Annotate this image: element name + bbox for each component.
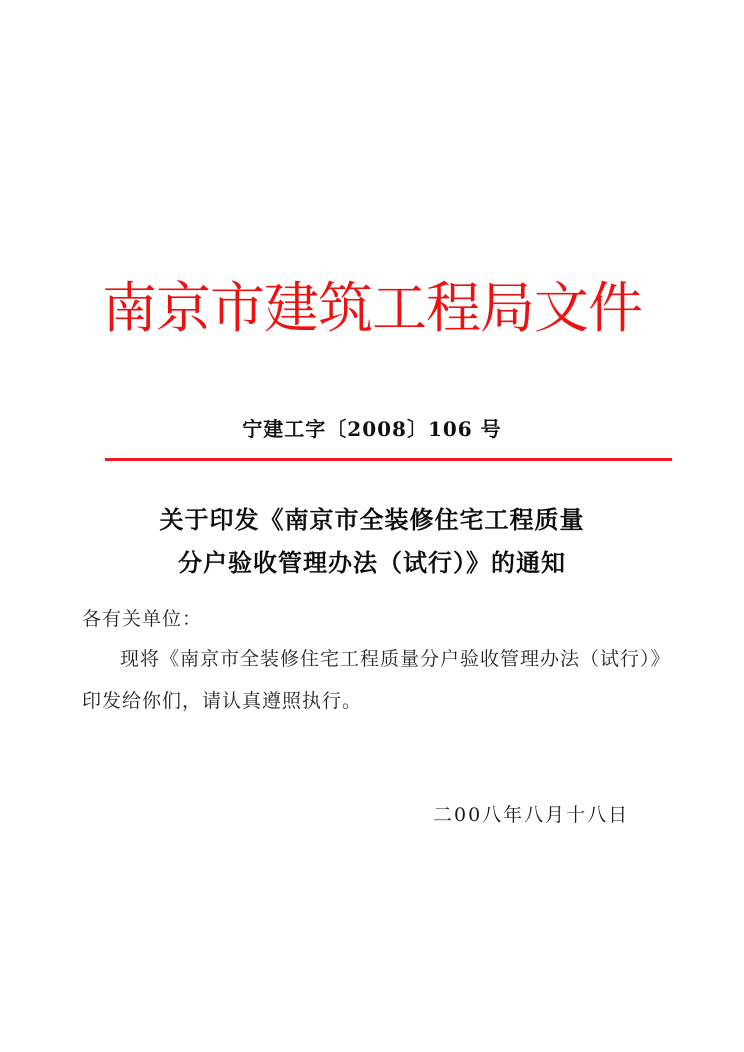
signature-date: 二00八年八月十八日 — [433, 804, 630, 826]
salutation: 各有关单位： — [82, 608, 203, 630]
red-separator-rule — [105, 458, 672, 461]
agency-masthead: 南京市建筑工程局文件 — [101, 276, 642, 340]
notice-title — [0, 499, 744, 585]
body-paragraph — [82, 638, 702, 722]
body-line: 印发给你们，请认真遵照执行。 — [82, 690, 363, 712]
notice-title-line-2: 分户验收管理办法（试行）》的通知 — [178, 549, 566, 577]
document-number: 宁建工字〔2008〕106 号 — [242, 417, 502, 441]
notice-title-line-1: 关于印发《南京市全装修住宅工程质量 — [159, 506, 585, 534]
body-line: 现将《南京市全装修住宅工程质量分户验收管理办法（试行）》 — [120, 648, 671, 670]
